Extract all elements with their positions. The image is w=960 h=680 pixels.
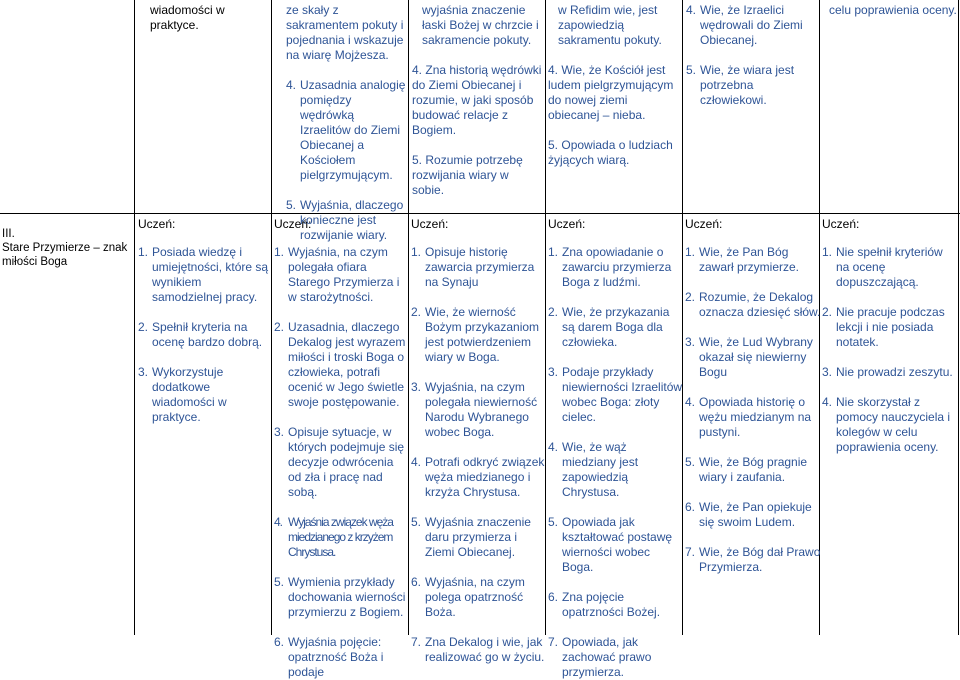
list-item: 5. Rozumie potrzebę rozwijania wiary w sobie. xyxy=(412,153,523,197)
list-item: 4. Zna historią wędrówki do Ziemi Obiecanej i rozumie, w jaki sposób budować relacje z Bogiem. xyxy=(412,63,542,137)
uczen-label: Uczeń: xyxy=(685,217,723,231)
list-item: 1. Wyjaśnia, na czym polegała ofiara Starego Przymierza i w starożytności. xyxy=(274,245,400,304)
list-item: 5. Wie, że wiara jest potrzebna człowiekowi. xyxy=(686,63,795,107)
list-item: 5. Wyjaśnia znaczenie daru przymierza i Ziemi Obiecanej. xyxy=(411,515,531,559)
list-item: 2. Spełnił kryteria na ocenę bardzo dobrą. xyxy=(138,320,263,349)
uczen-label: Uczeń: xyxy=(822,217,860,231)
list-item: 7. Zna Dekalog i wie, jak realizować go w życiu. xyxy=(411,635,545,664)
list-item: 2. Wie, że wierność Bożym przykazaniom jest potwierdzeniem wiary w Boga. xyxy=(411,305,540,364)
top-cell-col5 xyxy=(829,3,958,18)
section-cell-col5 xyxy=(822,217,958,455)
top-cell-col4 xyxy=(686,3,816,108)
continuation-text: w Refidim wie, jest zapowiedzią sakramentu pokuty. xyxy=(558,3,662,47)
list-item: 4. Nie skorzystał z pomocy nauczyciela i kolegów w celu poprawienia oceny. xyxy=(822,395,951,454)
list-item: 4. Potrafi odkryć związek węża miedzianego i krzyża Chrystusa. xyxy=(411,455,545,499)
row-divider xyxy=(0,213,960,214)
list-item: 4. Wie, że wąż miedziany jest zapowiedzią Chrystusa. xyxy=(548,440,639,499)
list-item: 3. Nie prowadzi zeszytu. xyxy=(822,365,953,379)
list-item: 2. Uzasadnia, dlaczego Dekalog jest wyrazem miłości i troski Boga o człowieka, potrafi ocenić w Jego świetle swoje postępowanie. xyxy=(274,320,406,409)
list-item: 6. Wie, że Pan opiekuje się swoim Ludem. xyxy=(685,500,812,529)
list-item: 6. Zna pojęcie opatrzności Bożej. xyxy=(548,590,661,619)
list-item: 4. Uzasadnia analogię pomiędzy wędrówką Izraelitów do Ziemi Obiecanej a Kościołem pielgrzymującym. xyxy=(286,78,406,182)
list-item: 4. Wyjaśnia związek węża miedzianego z krzyżem Chrystusa. xyxy=(274,515,393,559)
list-item: 2. Nie pracuje podczas lekcji i nie posiada notatek. xyxy=(822,305,945,349)
section-cell-col0 xyxy=(138,217,270,425)
list-item: 5. Wie, że Bóg pragnie wiary i zaufania. xyxy=(685,455,808,484)
list-item: 1. Zna opowiadanie o zawarciu przymierza Boga z ludźmi. xyxy=(548,245,672,289)
list-item: 5. Wyjaśnia, dlaczego konieczne jest rozwijanie wiary. xyxy=(286,198,404,242)
continuation-text: celu poprawienia oceny. xyxy=(829,3,957,17)
top-cell-col2 xyxy=(412,3,544,198)
uczen-label: Uczeń: xyxy=(274,217,312,231)
list-item: 2. Wie, że przykazania są darem Boga dla człowieka. xyxy=(548,305,670,349)
list-item: 5. Wymienia przykłady dochowania wierności przymierzu z Bogiem. xyxy=(274,575,406,619)
list-item: 4. Wie, że Izraelici wędrowali do Ziemi Obiecanej. xyxy=(686,3,803,47)
list-item: 4. Opowiada historię o wężu miedzianym na pustyni. xyxy=(685,395,812,439)
list-item: 3. Podaje przykłady niewierności Izraelitów wobec Boga: złoty cielec. xyxy=(548,365,683,424)
list-item: 4. Wie, że Kościół jest ludem pielgrzymującym do nowej ziemi obiecanej – nieba. xyxy=(548,63,674,122)
top-cell-col0 xyxy=(150,3,268,33)
column-divider xyxy=(271,0,272,635)
text-line: wiadomości w praktyce. xyxy=(150,3,225,32)
list-item: 3. Wykorzystuje dodatkowe wiadomości w praktyce. xyxy=(138,365,227,424)
column-divider xyxy=(408,0,409,635)
column-divider xyxy=(958,0,959,635)
list-item: 3. Opisuje sytuacje, w których podejmuje się decyzje odwrócenia od zła i pracę nad sobą. xyxy=(274,425,405,499)
list-item: 2. Rozumie, że Dekalog oznacza dziesięć słów. xyxy=(685,290,821,319)
uczen-label: Uczeń: xyxy=(548,217,586,231)
list-item: 1. Nie spełnił kryteriów na ocenę dopuszczającą. xyxy=(822,245,943,289)
top-cell-col3 xyxy=(548,3,680,168)
column-divider xyxy=(134,0,135,635)
list-item: 1. Posiada wiedzę i umiejętności, które są wynikiem samodzielnej pracy. xyxy=(138,245,269,304)
top-cell-col1 xyxy=(286,3,406,243)
section-title: Stare Przymierze – znak miłości Boga xyxy=(2,242,128,268)
section-number: III. xyxy=(2,228,15,240)
list-item: 3. Wyjaśnia, na czym polegała niewierność Narodu Wybranego wobec Boga. xyxy=(411,380,538,439)
list-item: 5. Opowiada o ludziach żyjących wiarą. xyxy=(548,138,673,167)
section-cell-col3 xyxy=(548,217,684,680)
continuation-text: wyjaśnia znaczenie łaski Bożej w chrzcie i sakramencie pokuty. xyxy=(422,3,539,47)
list-item: 1. Wie, że Pan Bóg zawarł przymierze. xyxy=(685,245,800,274)
list-item: 6. Wyjaśnia, na czym polega opatrzność Boża. xyxy=(411,575,525,619)
list-item: 3. Wie, że Lud Wybrany okazał się niewierny Bogu xyxy=(685,335,813,379)
section-cell-col2 xyxy=(411,217,547,665)
continuation-text: ze skały z sakramentem pokuty i pojednania i wskazuje na wiarę Mojżesza. xyxy=(286,3,404,62)
list-item: 5. Opowiada jak kształtować postawę wierności wobec Boga. xyxy=(548,515,673,574)
list-item: 6. Wyjaśnia pojęcie: opatrzność Boża i podaje xyxy=(274,635,384,679)
list-item: 7. Wie, że Bóg dał Prawo Przymierza. xyxy=(685,545,821,574)
section-cell-col1 xyxy=(274,217,406,680)
section-cell-col4 xyxy=(685,217,823,575)
uczen-label: Uczeń: xyxy=(411,217,449,231)
uczen-label: Uczeń: xyxy=(138,217,176,231)
list-item: 7. Opowiada, jak zachować prawo przymierza. xyxy=(548,635,652,679)
list-item: 1. Opisuje historię zawarcia przymierza na Synaju xyxy=(411,245,535,289)
